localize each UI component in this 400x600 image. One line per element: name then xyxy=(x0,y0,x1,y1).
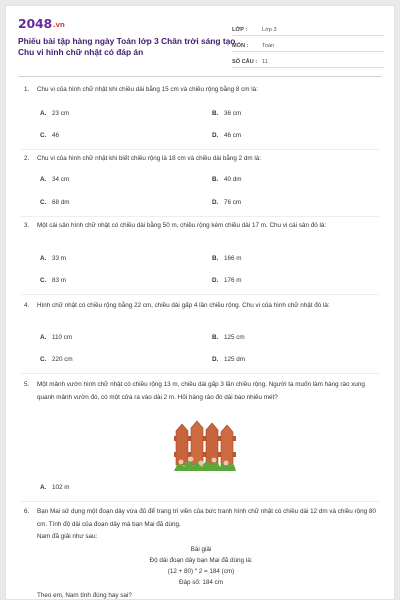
fence-illustration xyxy=(174,419,236,471)
option-2c[interactable]: C. 68 dm xyxy=(40,199,70,206)
meta-grade: LỚP : Lớp 3 xyxy=(232,20,384,36)
option-4c[interactable]: C. 220 cm xyxy=(40,356,73,363)
question-separator xyxy=(21,216,379,217)
meta-subject: MÔN : Toán xyxy=(232,36,384,52)
question-separator xyxy=(21,149,379,150)
worksheet-page xyxy=(5,5,395,600)
option-3d[interactable]: D. 176 m xyxy=(212,277,242,284)
option-4d[interactable]: D. 125 dm xyxy=(212,356,246,363)
meta-question-count: SỐ CÂU : 11 xyxy=(232,52,384,68)
question-separator xyxy=(21,501,379,502)
worksheet-title: Phiếu bài tập hàng ngày Toán lớp 3 Chân trời sáng tạo Chu vi hình chữ nhật có đáp án xyxy=(18,36,236,57)
question-6-followup: Theo em, Nam tính đúng hay sai? xyxy=(37,592,132,599)
worksheet-meta xyxy=(232,20,384,68)
question-3: 3. Một cái sân hình chữ nhật có chiều dài bằng 50 m, chiều rộng kém chiều dài 17 m. Chu vi cái sân đó là: xyxy=(24,220,382,233)
worksheet-header xyxy=(6,6,394,70)
option-2a[interactable]: A. 34 cm xyxy=(40,176,70,183)
question-6: 6. Bạn Mai sử dụng một đoạn dây vừa đủ để trang trí viền của bức tranh hình chữ nhật có chiều dài 12 dm và chiều rộng 80 cm. Tính độ dài của đoạn dây mà bạn Mai đã dùng. Nam đã giải như sau: xyxy=(24,506,382,544)
site-logo[interactable]: 2048.vn xyxy=(18,16,65,31)
question-1: 1. Chu vi của hình chữ nhật khi chiều dài bằng 15 cm và chiều rộng bằng 8 cm là: xyxy=(24,84,382,97)
question-text: Hình chữ nhật có chiều rộng bằng 22 cm, chiều dài gấp 4 lần chiều rộng. Chu vi của hình chữ nhật đó là: xyxy=(37,302,330,309)
question-subtext: Nam đã giải như sau: xyxy=(37,533,98,540)
option-1a[interactable]: A. 23 cm xyxy=(40,110,70,117)
option-4a[interactable]: A. 110 cm xyxy=(40,334,73,341)
option-1d[interactable]: D. 46 cm xyxy=(212,132,242,139)
question-text: Bạn Mai sử dụng một đoạn dây vừa đủ để trang trí viền của bức tranh hình chữ nhật có chiều dài 12 dm và chiều rộng 80 cm. Tính độ dài của đoạn dây mà bạn Mai đã dùng. xyxy=(37,508,376,528)
question-5: 5. Một mảnh vườn hình chữ nhật có chiều rộng 13 m, chiều dài gấp 3 lần chiều rộng. Người ta muốn làm hàng rào xung quanh mảnh vườn đó, có một cửa ra vào dài 2 m. Hỏi hàng rào đó dài bao nhiêu mét? xyxy=(24,379,382,404)
question-text: Một mảnh vườn hình chữ nhật có chiều rộng 13 m, chiều dài gấp 3 lần chiều rộng. Người ta muốn làm hàng rào xung quanh mảnh vườn đó, có một cửa ra vào dài 2 m. Hỏi hàng rào đó dài bao nhiêu mét? xyxy=(37,381,365,401)
question-text: Chu vi của hình chữ nhật khi biết chiều rộng là 18 cm và chiều dài bằng 2 dm là: xyxy=(37,155,262,162)
option-5a[interactable]: A. 102 m xyxy=(40,484,70,491)
question-text: Chu vi của hình chữ nhật khi chiều dài bằng 15 cm và chiều rộng bằng 8 cm là: xyxy=(37,86,258,93)
option-2b[interactable]: B. 40 dm xyxy=(212,176,242,183)
header-divider xyxy=(18,76,382,77)
solution-block: Bài giải Độ dài đoạn dây bạn Mai đã dùng là: (12 + 80) ˟ 2 = 184 (cm) Đáp số: 184 cm xyxy=(149,546,253,586)
option-2d[interactable]: D. 76 cm xyxy=(212,199,242,206)
option-1b[interactable]: B. 36 cm xyxy=(212,110,242,117)
question-4: 4. Hình chữ nhật có chiều rộng bằng 22 cm, chiều dài gấp 4 lần chiều rộng. Chu vi của hình chữ nhật đó là: xyxy=(24,300,382,313)
option-4b[interactable]: B. 125 cm xyxy=(212,334,245,341)
option-3b[interactable]: B. 166 m xyxy=(212,255,242,262)
question-separator xyxy=(21,294,379,295)
option-3a[interactable]: A. 33 m xyxy=(40,255,66,262)
option-3c[interactable]: C. 83 m xyxy=(40,277,66,284)
question-text: Một cái sân hình chữ nhật có chiều dài bằng 50 m, chiều rộng kém chiều dài 17 m. Chu vi cái sân đó là: xyxy=(37,222,327,229)
option-1c[interactable]: C. 46 xyxy=(40,132,60,139)
question-2: 2. Chu vi của hình chữ nhật khi biết chiều rộng là 18 cm và chiều dài bằng 2 dm là: xyxy=(24,153,382,166)
question-separator xyxy=(21,373,379,374)
